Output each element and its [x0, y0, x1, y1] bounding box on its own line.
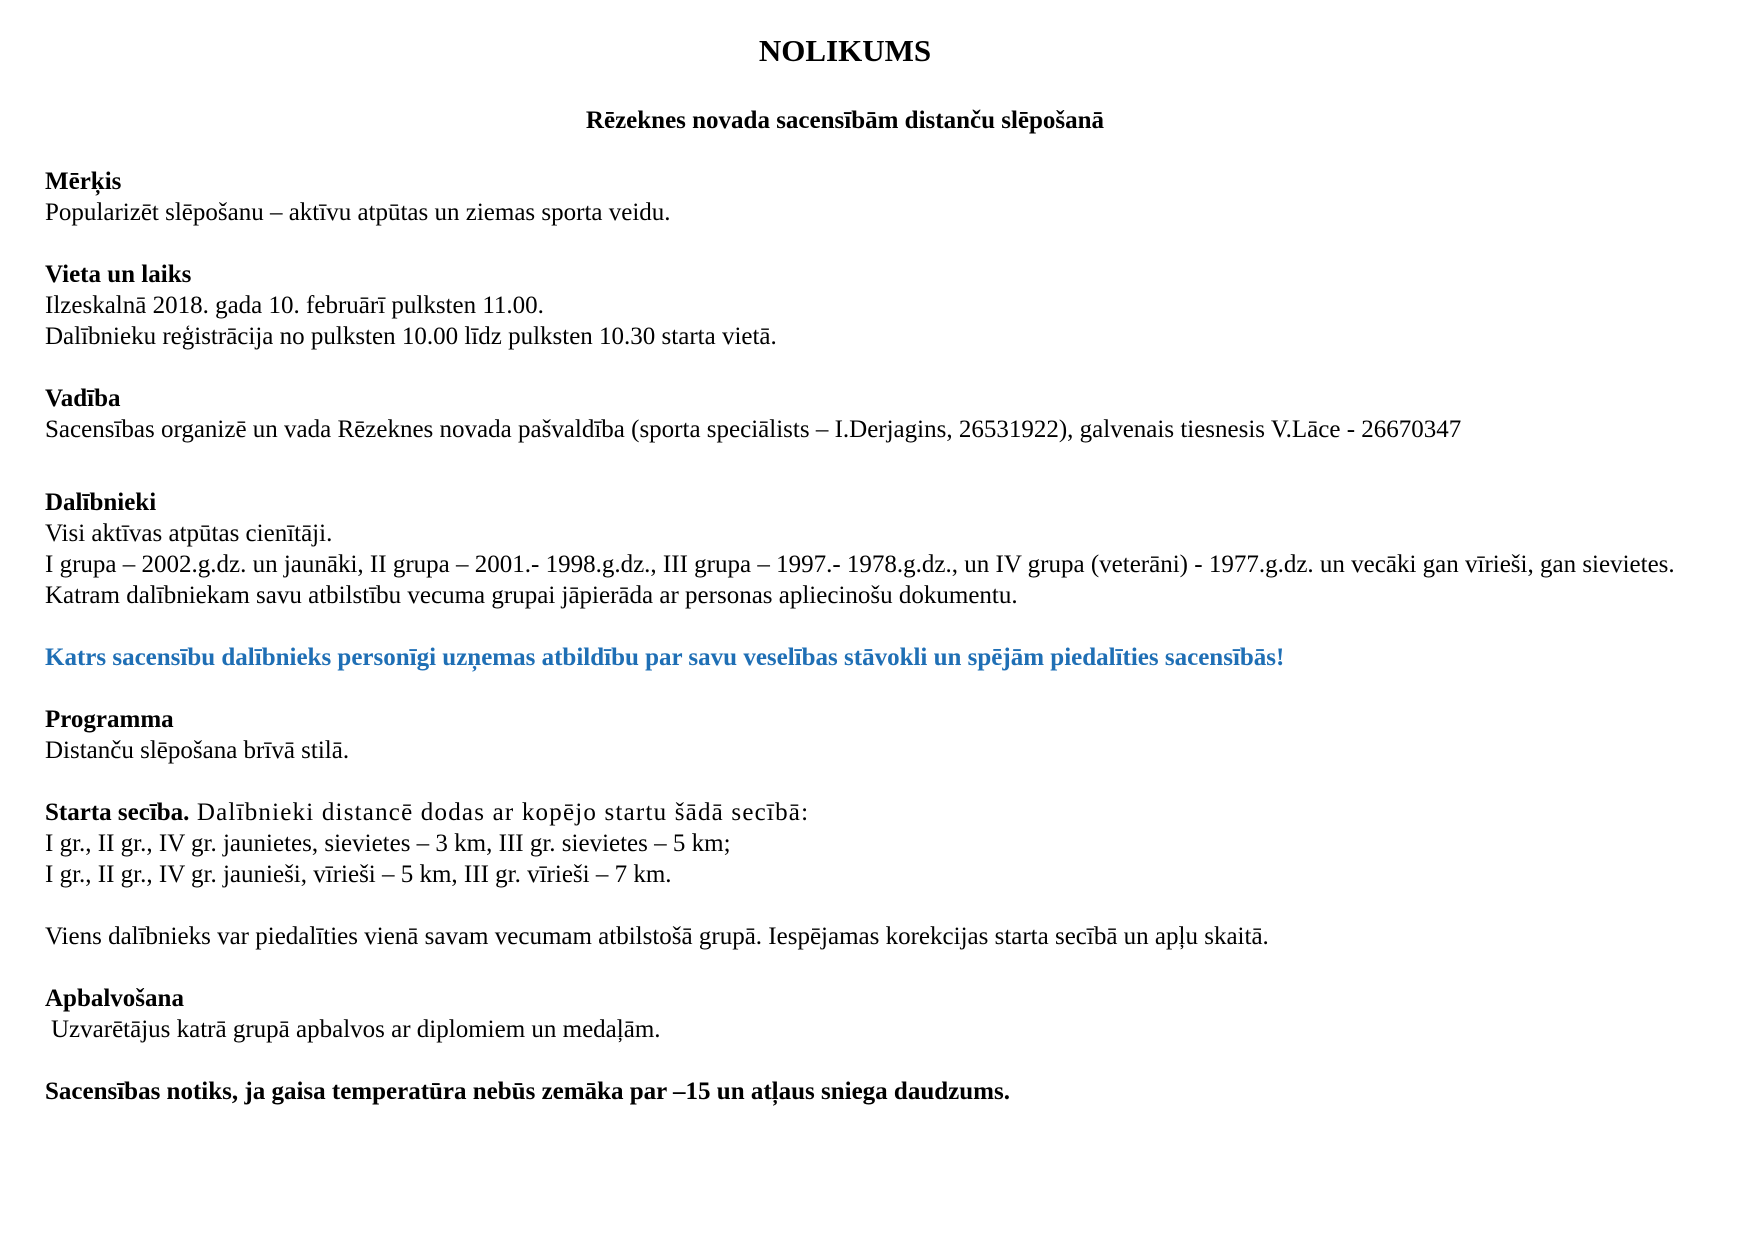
section-heading-apbalvosana: Apbalvošana: [45, 985, 184, 1012]
starts-first-line: [45, 797, 1735, 828]
vieta-registration-line: Dalībnieku reģistrācija no pulksten 10.00 līdz pulksten 10.30 starta vietā.: [45, 323, 777, 350]
section-heading-starts: Starta secība.: [45, 799, 190, 826]
starts-intro: Dalībnieki distancē dodas ar kopējo startu šādā secībā:: [189, 799, 810, 826]
apbalvosana-text: Uzvarētājus katrā grupā apbalvos ar diplomiem un medaļām.: [51, 1016, 661, 1043]
dalibnieki-groups-text: I grupa – 2002.g.dz. un jaunāki, II grupa – 2001.- 1998.g.dz., III grupa – 1997.- 1978.g.dz., un IV grupa (veterāni) - 1977.g.dz. un vecāki gan vīrieši, gan sievietes.: [45, 551, 1675, 578]
health-notice: Katrs sacensību dalībnieks personīgi uzņemas atbildību par savu veselības stāvokli un spējām piedalīties sacensībās!: [45, 644, 1285, 671]
document-title: NOLIKUMS: [758, 33, 932, 68]
section-vieta: [45, 259, 1735, 352]
programma-text: Distanču slēpošana brīvā stilā.: [45, 737, 350, 764]
vadiba-text: Sacensības organizē un vada Rēzeknes novada pašvaldība (sporta speciālists – I.Derjagins, 26531922), galvenais tiesnesis V.Lāce - 26670347: [45, 416, 1462, 443]
section-starts: [45, 797, 1735, 890]
section-heading-vieta: Vieta un laiks: [45, 261, 192, 288]
merkis-text: Popularizēt slēpošanu – aktīvu atpūtas un ziemas sporta veidu.: [45, 199, 671, 226]
dalibnieki-line-1: Visi aktīvas atpūtas cienītāji.: [45, 520, 333, 547]
section-dalibnieki: [45, 487, 1735, 611]
starts-men-line: I gr., II gr., IV gr. jaunieši, vīrieši – 5 km, III gr. vīrieši – 7 km.: [45, 861, 672, 888]
section-vadiba: [45, 383, 1735, 445]
weather-condition-note: Sacensības notiks, ja gaisa temperatūra nebūs zemāka par –15 un atļaus sniega daudzums.: [45, 1078, 1010, 1105]
section-heading-programma: Programma: [45, 706, 174, 733]
section-merkis: [45, 166, 1735, 228]
section-heading-merkis: Mērķis: [45, 168, 122, 195]
vieta-date-line: Ilzeskalnā 2018. gada 10. februārī pulksten 11.00.: [45, 292, 544, 319]
section-heading-vadiba: Vadība: [45, 385, 121, 412]
section-apbalvosana: [45, 983, 1735, 1045]
section-viens: [45, 921, 1735, 952]
document-body: [45, 166, 1735, 1107]
viens-text: Viens dalībnieks var piedalīties vienā savam vecumam atbilstošā grupā. Iespējamas korekcijas starta secībā un apļu skaitā.: [45, 923, 1269, 950]
document-subtitle: Rēzeknes novada sacensībām distanču slēpošanā: [585, 107, 1105, 134]
section-heading-dalibnieki: Dalībnieki: [45, 489, 157, 516]
starts-women-line: I gr., II gr., IV gr. jaunietes, sievietes – 3 km, III gr. sievietes – 5 km;: [45, 830, 731, 857]
dalibnieki-line-3: Katram dalībniekam savu atbilstību vecuma grupai jāpierāda ar personas apliecinošu dokumentu.: [45, 582, 1018, 609]
section-programma: [45, 704, 1735, 766]
